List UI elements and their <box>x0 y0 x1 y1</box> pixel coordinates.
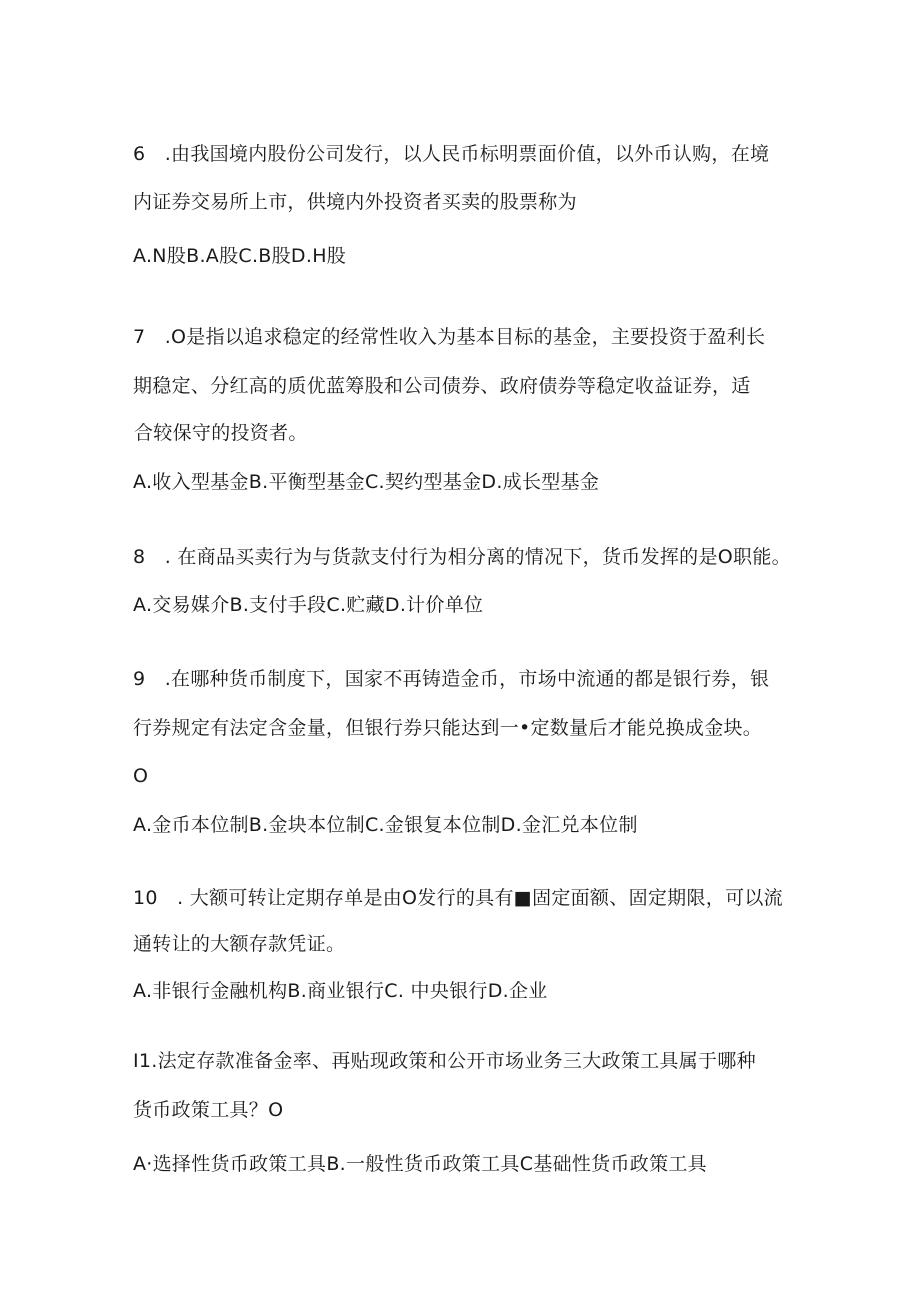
question-7-options: A.收入型基金B.平衡型基金C.契约型基金D.成长型基金 <box>133 471 600 493</box>
question-8-line-1: 8 . 在商品买卖行为与货款支付行为相分离的情况下，货币发挥的是O职能。 <box>133 546 791 568</box>
question-10-line-1: 10 . 大额可转让定期存单是由O发行的具有■固定面额、固定期限，可以流 <box>133 887 783 909</box>
question-11-line-2: 货币政策工具？O <box>133 1099 284 1121</box>
question-7-line-1: 7 .O是指以追求稳定的经常性收入为基本目标的基金，主要投资于盈利长 <box>133 326 766 348</box>
question-8-options: A.交易媒介B.支付手段C.贮藏D.计价单位 <box>133 594 484 616</box>
question-6-options: A.N股B.A股C.B股D.H股 <box>133 245 347 267</box>
question-9-options: A.金币本位制B.金块本位制C.金银复本位制D.金汇兑本位制 <box>133 814 638 836</box>
question-7-line-2: 期稳定、分红高的质优蓝筹股和公司债券、政府债券等稳定收益证券，适 <box>133 375 751 397</box>
question-9-line-1: 9 .在哪种货币制度下，国家不再铸造金币，市场中流通的都是银行券，银 <box>133 668 770 690</box>
question-9-line-3: O <box>133 765 149 787</box>
question-10-options: A.非银行金融机构B.商业银行C. 中央银行D.企业 <box>133 980 548 1002</box>
question-9-line-2: 行券规定有法定含金量，但银行券只能达到一•定数量后才能兑换成金块。 <box>133 717 763 739</box>
question-6-line-2: 内证券交易所上市，供境内外投资者买卖的股票称为 <box>133 191 577 213</box>
question-11-line-1: I1.法定存款准备金率、再贴现政策和公开市场业务三大政策工具属于哪种 <box>133 1050 756 1072</box>
question-7-line-3: 合较保守的投资者。 <box>134 422 308 444</box>
question-11-options: A·选择性货币政策工具B.一般性货币政策工具C基础性货币政策工具 <box>133 1153 707 1175</box>
question-6-line-1: 6 .由我国境内股份公司发行，以人民币标明票面价值，以外币认购，在境 <box>133 143 770 165</box>
question-10-line-2: 通转让的大额存款凭证。 <box>133 933 346 955</box>
